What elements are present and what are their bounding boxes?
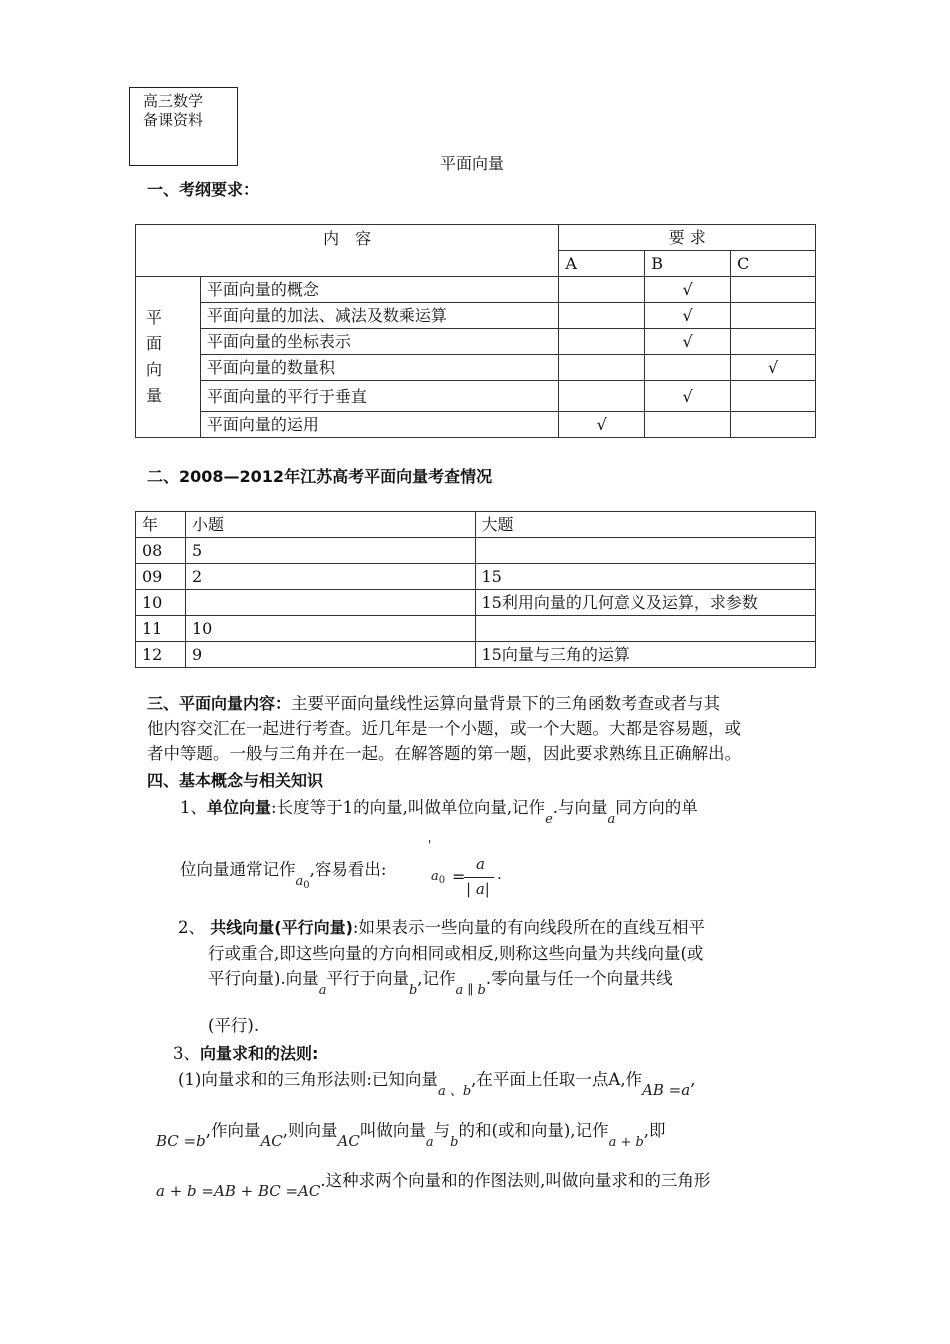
course-label-line1: 高三数学 xyxy=(143,92,204,110)
topic-cell: 平面向量的平行于垂直 xyxy=(200,381,558,412)
topic-cell: 平面向量的坐标表示 xyxy=(200,329,558,355)
check-cell: √ xyxy=(731,355,816,381)
year-cell: 11 xyxy=(136,616,186,642)
check-cell xyxy=(731,303,816,329)
level-b: B xyxy=(645,251,731,277)
prime-mark: ' xyxy=(428,838,432,852)
definition-text: :长度等于1的向量,叫做单位向量,记作 xyxy=(271,798,546,817)
symbol-a: a xyxy=(431,869,439,884)
document-title: 平面向量 xyxy=(440,154,505,173)
section3-line1: 主要平面向量线性运算向量背景下的三角函数考查或者与其 xyxy=(291,694,721,713)
year-cell: 12 xyxy=(136,642,186,668)
sum-rule-line2 xyxy=(156,1118,821,1150)
header-requirements: 要 求 xyxy=(559,225,816,251)
table-header-cell: 小题 xyxy=(185,512,475,538)
definition-text: 位向量通常记作 xyxy=(180,860,296,879)
term-vector-sum: 向量求和的法则: xyxy=(200,1044,319,1063)
symbol-b: b xyxy=(450,1135,459,1150)
check-cell: √ xyxy=(645,277,731,303)
collinear-line3 xyxy=(208,966,823,998)
check-cell xyxy=(731,329,816,355)
small-q-cell: 10 xyxy=(185,616,475,642)
check-cell xyxy=(559,355,645,381)
collinear-line2: 行或重合,即这些向量的方向相同或相反,则称这些向量为共线向量(或 xyxy=(208,944,704,963)
group-char: 向 xyxy=(146,360,163,379)
formula-lhs xyxy=(431,869,445,886)
definition-text: 叫做向量 xyxy=(359,1121,426,1140)
year-cell: 10 xyxy=(136,590,186,616)
small-q-cell: 9 xyxy=(185,642,475,668)
subscript: 0 xyxy=(303,880,310,891)
section3-heading: 三、平面向量内容： xyxy=(147,694,292,713)
symbol-ac: AC xyxy=(337,1132,360,1150)
table-header-cell: 大题 xyxy=(475,512,816,538)
definition-text: ,在平面上任取一点A,作 xyxy=(471,1070,643,1089)
item-number: 1、 xyxy=(180,798,207,817)
definition-text: ,记作 xyxy=(417,969,456,988)
check-cell xyxy=(731,412,816,438)
section3-paragraph xyxy=(147,691,817,766)
big-q-cell xyxy=(475,538,816,564)
sum-rule-heading xyxy=(173,1041,318,1066)
group-char: 平 xyxy=(146,308,163,327)
definition-text: 的和(或和向量),记作 xyxy=(458,1121,609,1140)
check-cell xyxy=(645,412,731,438)
level-a: A xyxy=(559,251,645,277)
big-q-cell: 15 xyxy=(475,564,816,590)
collinear-line1 xyxy=(178,915,823,940)
symbol-b: b xyxy=(408,983,418,998)
symbol-a-b: a 、b xyxy=(437,1084,472,1099)
definition-text: .与向量 xyxy=(552,798,608,817)
check-cell xyxy=(731,381,816,412)
big-q-cell xyxy=(475,616,816,642)
check-cell: √ xyxy=(645,329,731,355)
symbol-a: a xyxy=(295,874,304,889)
definition-text: ,即 xyxy=(643,1121,666,1140)
check-cell: √ xyxy=(645,381,731,412)
big-q-cell: 15利用向量的几何意义及运算，求参数 xyxy=(475,590,816,616)
definition-text: .这种求两个向量和的作图法则,叫做向量求和的三角形 xyxy=(320,1171,711,1190)
parallel-notation: a ∥ b xyxy=(455,983,486,998)
equation-sum: a + b =AB + BC =AC xyxy=(156,1182,321,1200)
item-number: 3、 xyxy=(173,1044,200,1063)
small-q-cell xyxy=(185,590,475,616)
small-q-cell: 5 xyxy=(185,538,475,564)
symbol-a: a xyxy=(318,983,327,998)
symbol-a0 xyxy=(296,874,310,889)
term-collinear-vector: 共线向量(平行向量) xyxy=(210,918,353,937)
section4-heading: 四、基本概念与相关知识 xyxy=(147,771,324,790)
syllabus-table xyxy=(135,224,816,438)
section2-heading: 二、2008—2012年江苏高考平面向量考查情况 xyxy=(147,467,493,486)
definition-text: (1)向量求和的三角形法则:已知向量 xyxy=(178,1070,438,1089)
section1-heading: 一、考纲要求： xyxy=(147,180,260,199)
year-cell: 08 xyxy=(136,538,186,564)
header-content: 内 容 xyxy=(136,225,559,277)
check-cell xyxy=(559,303,645,329)
year-cell: 09 xyxy=(136,564,186,590)
symbol-ac: AC xyxy=(260,1132,283,1150)
check-cell xyxy=(559,277,645,303)
sum-rule-line1 xyxy=(178,1067,823,1099)
symbol-e: e xyxy=(545,812,553,827)
definition-text: ,则向量 xyxy=(282,1121,338,1140)
formula-period: . xyxy=(497,865,502,883)
definition-text: .零向量与任一个向量共线 xyxy=(485,969,673,988)
topic-cell: 平面向量的运用 xyxy=(200,412,558,438)
equation-bc: BC =b xyxy=(156,1132,206,1150)
group-char: 面 xyxy=(146,334,163,353)
definition-text: , xyxy=(690,1070,696,1089)
check-cell xyxy=(559,381,645,412)
group-char: 量 xyxy=(146,386,163,405)
item-number: 2、 xyxy=(178,918,205,937)
symbol-a: a xyxy=(425,1135,434,1150)
check-cell xyxy=(559,329,645,355)
check-cell: √ xyxy=(645,303,731,329)
topic-cell: 平面向量的数量积 xyxy=(200,355,558,381)
unit-vector-line1 xyxy=(180,795,820,827)
sum-rule-line3 xyxy=(156,1168,821,1200)
course-label-box xyxy=(129,87,238,166)
term-unit-vector: 单位向量 xyxy=(207,798,272,817)
check-cell: √ xyxy=(559,412,645,438)
exam-history-table xyxy=(135,511,816,668)
symbol-a: a xyxy=(607,812,616,827)
topic-cell: 平面向量的概念 xyxy=(200,277,558,303)
big-q-cell: 15向量与三角的运算 xyxy=(475,642,816,668)
small-q-cell: 2 xyxy=(185,564,475,590)
definition-text: ,容易看出: xyxy=(309,860,387,879)
definition-text: 平行向量).向量 xyxy=(208,969,319,988)
definition-text: ,作向量 xyxy=(205,1121,261,1140)
fraction-bar xyxy=(464,877,494,878)
fraction-numerator: a xyxy=(476,855,485,873)
section3-line3: 者中等题。一般与三角并在一起。在解答题的第一题，因此要求熟练且正确解出。 xyxy=(147,744,741,763)
check-cell xyxy=(731,277,816,303)
definition-text: 同方向的单 xyxy=(615,798,698,817)
formula-equals: = xyxy=(452,867,466,886)
definition-text: 与 xyxy=(433,1121,451,1140)
symbol-sum: a + b xyxy=(608,1135,644,1150)
fraction-denominator: | a| xyxy=(466,880,490,898)
definition-text: 平行于向量 xyxy=(326,969,409,988)
section3-line2: 他内容交汇在一起进行考查。近几年是一个小题，或一个大题。大都是容易题，或 xyxy=(147,719,741,738)
definition-text: :如果表示一些向量的有向线段所在的直线互相平 xyxy=(352,918,705,937)
course-label-line2: 备课资料 xyxy=(143,111,204,129)
subscript: 0 xyxy=(438,875,446,886)
collinear-line4: (平行). xyxy=(208,1016,260,1035)
equation-ab: AB =a xyxy=(642,1081,691,1099)
unit-vector-formula xyxy=(431,855,511,903)
check-cell xyxy=(645,355,731,381)
group-label xyxy=(136,277,201,438)
topic-cell: 平面向量的加法、减法及数乘运算 xyxy=(200,303,558,329)
table-header-cell: 年 xyxy=(136,512,186,538)
level-c: C xyxy=(731,251,816,277)
